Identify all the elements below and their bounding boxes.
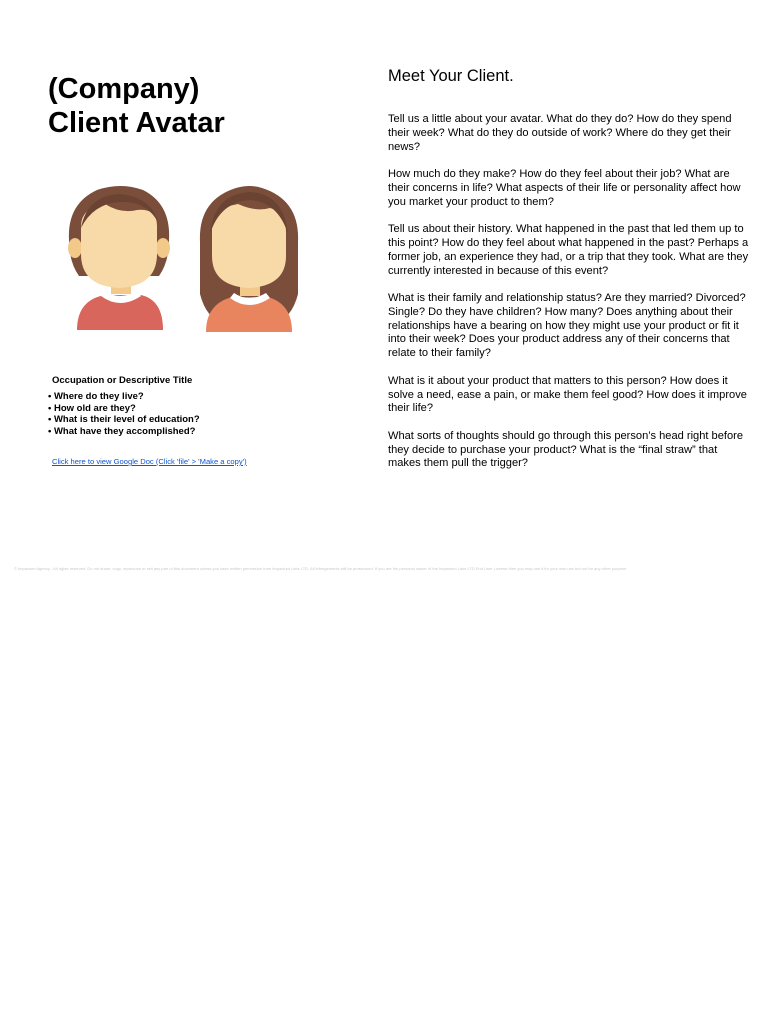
prompt-paragraph: Tell us about their history. What happened in the past that led them up to this point? How do they feel about what happened in the past? Perhaps a former job, an experience they had, or a trip that they took. What are they currently interested in because of this event?: [388, 223, 749, 277]
page-title-line-2: Client Avatar: [48, 107, 225, 139]
avatar-illustrations: [62, 176, 308, 336]
page-title-line-1: (Company): [48, 73, 200, 105]
page-title: [48, 72, 348, 140]
prompt-paragraph: What sorts of thoughts should go through this person’s head right before they decide to purchase your product? What is the “final straw” that makes them pull the trigger?: [388, 429, 744, 470]
question-item: • How old are they?: [48, 403, 348, 415]
question-item: • Where do they live?: [48, 391, 348, 403]
male-avatar-icon: [68, 186, 170, 330]
occupation-title: Occupation or Descriptive Title: [52, 375, 193, 386]
copyright-notice: © Impactum Agency - All rights reserved. Do not share, copy, reproduce or sell any part of this document unless you have written permission from Impactum Labs LTD. All infringements will be prosecuted. If you are the personal owner of the Impactum Labs LTD End User License then you may use it for your own use but not for any other purpose.: [14, 566, 628, 571]
avatar-questions-list: [48, 391, 348, 437]
google-doc-link[interactable]: Click here to view Google Doc (Click 'file' > 'Make a copy'): [52, 457, 247, 466]
question-item: • What have they accomplished?: [48, 426, 348, 438]
prompt-paragraph: What is it about your product that matters to this person? How does it solve a need, ease a pain, or make them feel good? How does it improve their life?: [388, 374, 747, 415]
prompt-paragraph: How much do they make? How do they feel about their job? What are their concerns in life? What aspects of their life or personality affect how you market your product to them?: [388, 168, 741, 208]
avatar-svg: [62, 176, 308, 336]
client-prompts: [388, 113, 750, 485]
prompt-paragraph: What is their family and relationship status? Are they married? Divorced? Single? Do they have children? How many? Does anything about their relationships have a bearing on how they might use your product or fit it into their week? Does your product address any of their concerns that relate to their family?: [388, 292, 746, 360]
prompt-paragraph: Tell us a little about your avatar. What do they do? How do they spend their week? What do they do outside of work? Where do they get their news?: [388, 113, 732, 153]
meet-your-client-heading: Meet Your Client.: [388, 67, 514, 85]
female-avatar-icon: [200, 186, 298, 332]
question-item: • What is their level of education?: [48, 414, 348, 426]
